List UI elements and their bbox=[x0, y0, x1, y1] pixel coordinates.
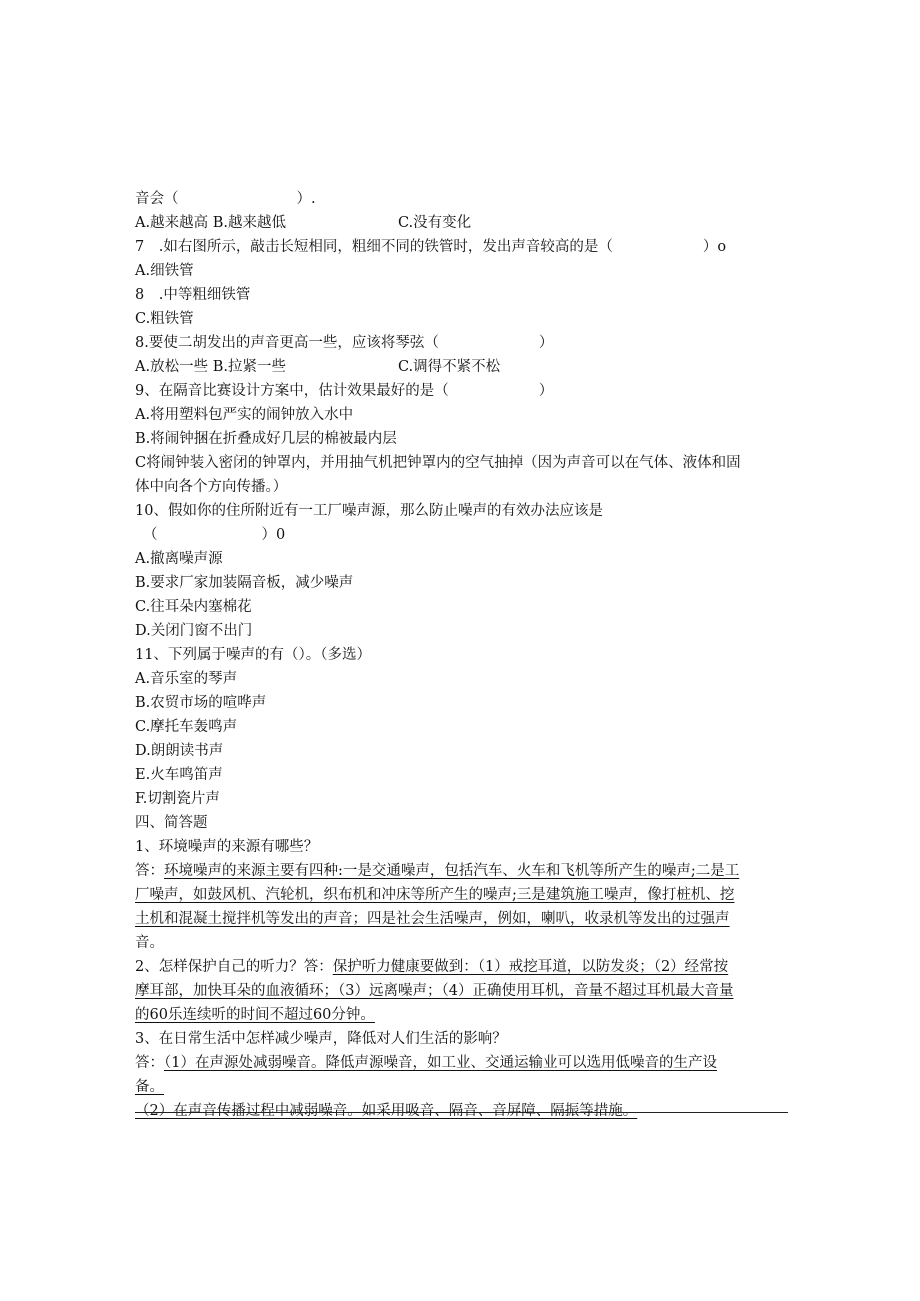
short-answer-1-question: 1、环境噪声的来源有哪些？ bbox=[135, 839, 319, 855]
short-answer-3-line3 bbox=[135, 1099, 790, 1123]
q10-option-c: C.往耳朵内塞棉花 bbox=[135, 599, 252, 615]
short-answer-2-question: 2、怎样保护自己的听力？答： bbox=[135, 959, 333, 975]
q9-stem-text: 9、在隔音比赛设计方案中，估计效果最好的是（ bbox=[135, 383, 449, 399]
q9-stem-end: ） bbox=[538, 383, 554, 399]
answer-2-text-3: 的60乐连续听的时间不超过60分钟。 bbox=[135, 1007, 375, 1023]
document-body bbox=[135, 187, 790, 1123]
q8-stem-text: 8.要使二胡发出的声音更高一些，应该将琴弦（ bbox=[135, 335, 439, 351]
q11-option-f: F.切割瓷片声 bbox=[135, 791, 220, 807]
answer-prefix: 答： bbox=[135, 1055, 164, 1071]
q11-option-c: C.摩托车轰鸣声 bbox=[135, 719, 238, 735]
q8-options bbox=[135, 355, 790, 379]
answer-1-text-3: 土机和混凝土搅拌机等发出的声音；四是社会生活噪声，例如，喇叭，收录机等发出的过强声 bbox=[135, 911, 730, 927]
q8-stem bbox=[135, 331, 790, 355]
section-title: 四、简答题 bbox=[135, 815, 208, 831]
q6-stem-end: ）. bbox=[296, 191, 316, 207]
short-answer-3-question: 3、在日常生活中怎样减少噪声，降低对人们生活的影响？ bbox=[135, 1031, 507, 1047]
q7-stem bbox=[135, 235, 790, 259]
q7-stem-end: ）o bbox=[702, 239, 727, 255]
short-answer-1-line3 bbox=[135, 907, 790, 931]
q10-paren-close: ）0 bbox=[261, 527, 286, 543]
q6-options bbox=[135, 211, 790, 235]
q9-option-a: A.将用塑料包严实的闹钟放入水中 bbox=[135, 407, 354, 423]
q9-option-b: B.将闹钟捆在折叠成好几层的棉被最内层 bbox=[135, 431, 397, 447]
q6-option-c: C.没有变化 bbox=[397, 215, 472, 231]
q9-stem bbox=[135, 379, 790, 403]
short-answer-2-line1 bbox=[135, 955, 790, 979]
short-answer-3-line2 bbox=[135, 1075, 790, 1099]
q7-stem-text: 7 .如右图所示，敲击长短相同，粗细不同的铁管时，发出声音较高的是（ bbox=[135, 239, 613, 255]
q10-option-b: B.要求厂家加装隔音板，减少噪声 bbox=[135, 575, 354, 591]
q6-option-ab: A.越来越高 B.越来越低 bbox=[135, 215, 286, 231]
q10-answer-paren bbox=[135, 523, 790, 547]
short-answer-2-line3 bbox=[135, 1003, 790, 1027]
q10-option-a: A.撤离噪声源 bbox=[135, 551, 223, 567]
answer-3-text-3: （2）在声音传播过程中减弱噪音。如采用吸音、隔音、音屏障、隔振等措施。 bbox=[135, 1103, 638, 1119]
answer-2-text-2: 摩耳部，加快耳朵的血液循环；（3）远离噪声；（4）正确使用耳机，音量不超过耳机最大音量 bbox=[135, 983, 734, 999]
q7-option-b: 8 .中等粗细铁管 bbox=[135, 287, 251, 303]
q10-stem: 10、假如你的住所附近有一工厂噪声源，那么防止噪声的有效办法应该是 bbox=[135, 503, 603, 519]
short-answer-3-line1 bbox=[135, 1051, 790, 1075]
answer-1-text-2: 厂噪声，如鼓风机、汽轮机，织布机和冲床等所产生的噪声;三是建筑施工噪声，像打桩机、挖 bbox=[135, 887, 735, 903]
q9-option-c-line2: 体中向各个方向传播。） bbox=[135, 479, 288, 495]
short-answer-1-line2 bbox=[135, 883, 790, 907]
q11-stem: 11、下列属于噪声的有（）。（多选） bbox=[135, 647, 371, 663]
q11-option-b: B.农贸市场的喧哗声 bbox=[135, 695, 267, 711]
q11-option-d: D.朗朗读书声 bbox=[135, 743, 224, 759]
short-answer-2-line2 bbox=[135, 979, 790, 1003]
q7-option-c: C.粗铁管 bbox=[135, 311, 194, 327]
q10-option-d: D.关闭门窗不出门 bbox=[135, 623, 253, 639]
short-answer-1-line4: 音。 bbox=[135, 935, 164, 951]
q10-paren-open: （ bbox=[143, 527, 158, 543]
q11-option-e: E.火车鸣笛声 bbox=[135, 767, 223, 783]
bottom-divider bbox=[135, 1112, 788, 1113]
q8-option-c: C.调得不紧不松 bbox=[397, 359, 501, 375]
answer-2-text-1: 保护听力健康要做到：（1）戒挖耳道，以防发炎；（2）经常按 bbox=[332, 959, 729, 975]
answer-1-text-1: 环境噪声的来源主要有四种:一是交通噪声，包括汽车、火车和飞机等所产生的噪声;二是工 bbox=[164, 863, 740, 879]
answer-3-text-2: 备。 bbox=[135, 1079, 164, 1095]
q6-stem bbox=[135, 187, 790, 211]
q11-option-a: A.音乐室的琴声 bbox=[135, 671, 238, 687]
q7-option-a: A.细铁管 bbox=[135, 263, 194, 279]
short-answer-1-line1 bbox=[135, 859, 790, 883]
q6-stem-text: 音会（ bbox=[135, 191, 179, 207]
q8-stem-end: ） bbox=[538, 335, 554, 351]
q9-option-c-line1: C将闹钟装入密闭的钟罩内，并用抽气机把钟罩内的空气抽掉（因为声音可以在气体、液体和固 bbox=[135, 455, 741, 471]
q8-option-ab: A.放松一些 B.拉紧一些 bbox=[135, 359, 286, 375]
answer-3-text-1: （1）在声源处减弱噪音。降低声源噪音，如工业、交通运输业可以选用低噪音的生产设 bbox=[164, 1055, 717, 1071]
answer-prefix: 答： bbox=[135, 863, 164, 879]
